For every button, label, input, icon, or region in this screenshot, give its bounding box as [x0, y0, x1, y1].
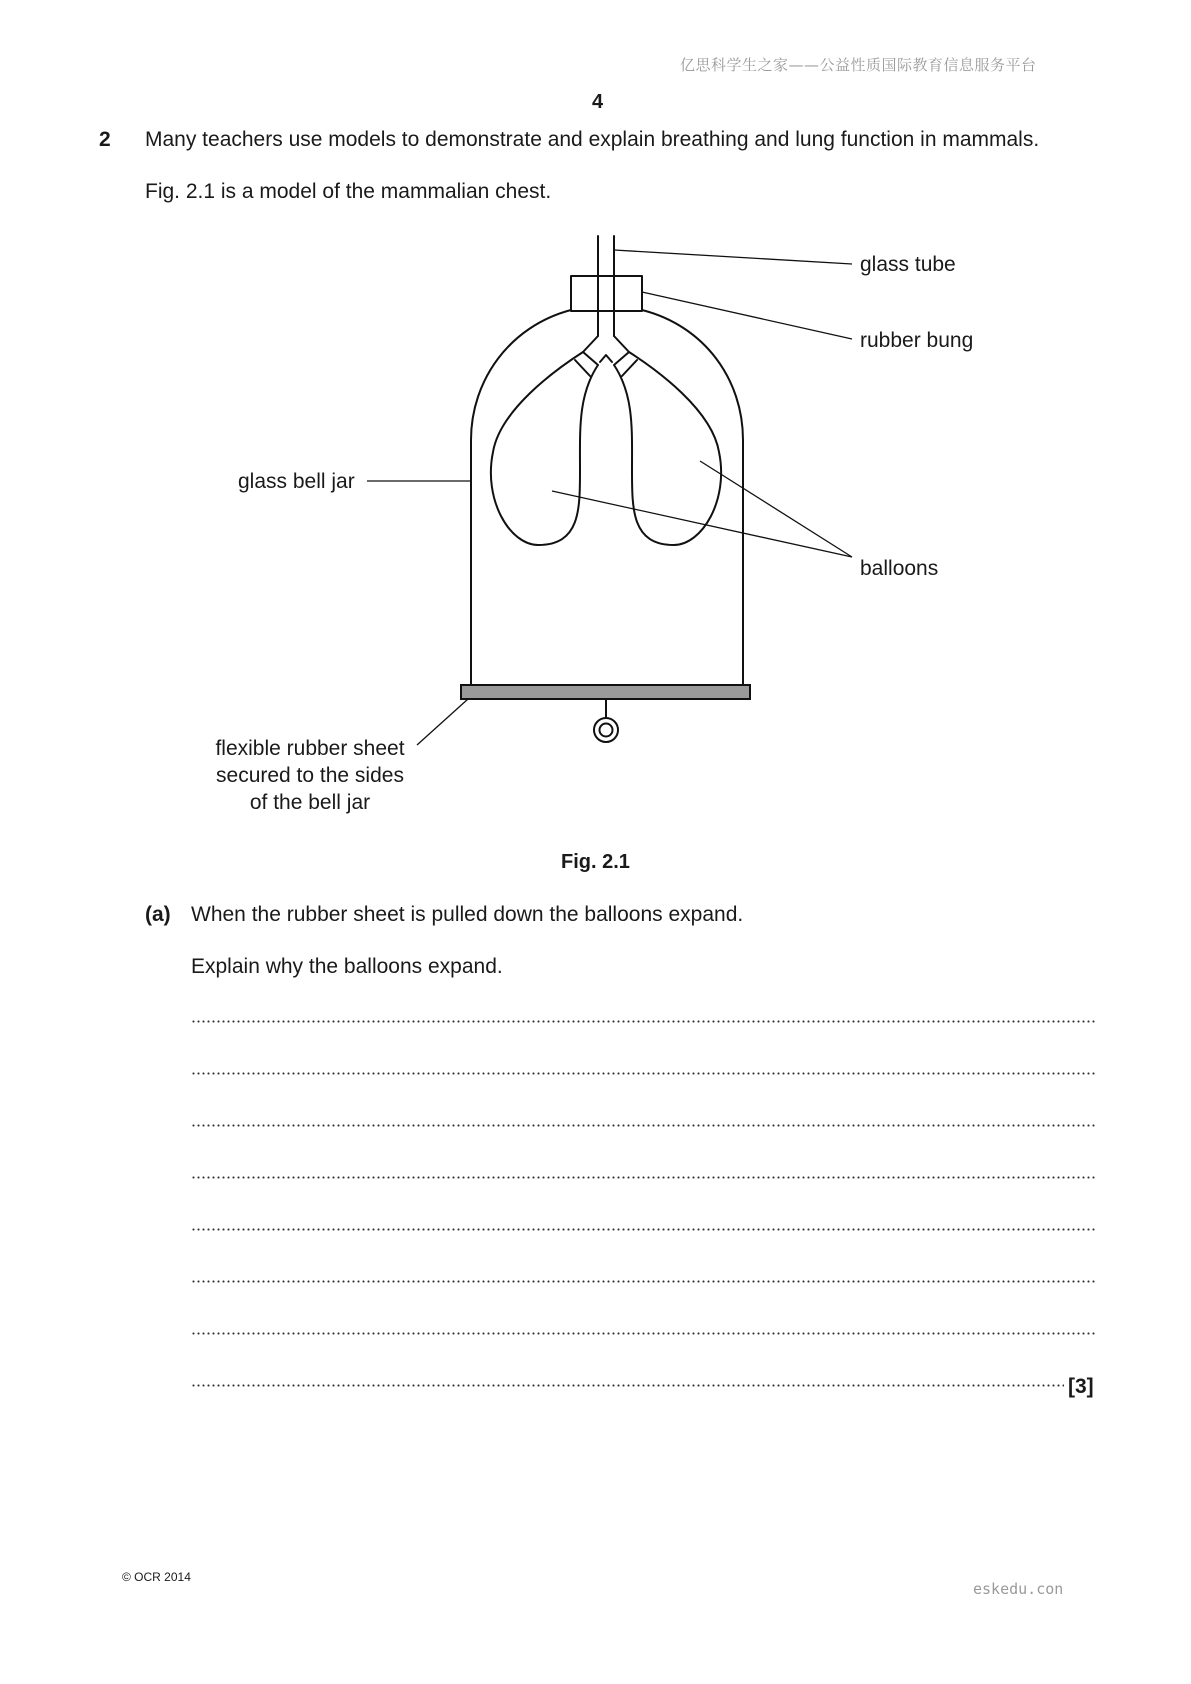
rubber-sheet	[461, 685, 750, 699]
label-glass-tube: glass tube	[860, 253, 956, 276]
leader-balloon-left	[552, 491, 852, 557]
pull-ring-inner	[600, 724, 613, 737]
answer-line[interactable]	[191, 1332, 1095, 1335]
left-balloon	[491, 352, 598, 545]
footer-watermark: eskedu.con	[973, 1580, 1064, 1598]
rubber-bung	[571, 276, 642, 311]
answer-line[interactable]	[191, 1176, 1095, 1179]
marks-label: [3]	[1068, 1375, 1094, 1398]
answer-line[interactable]	[191, 1020, 1095, 1023]
leader-balloon-right	[700, 461, 852, 557]
label-glass-bell-jar: glass bell jar	[238, 470, 355, 493]
question-number: 2	[99, 128, 111, 151]
label-rubber-sheet-line: secured to the sides	[216, 764, 404, 787]
bell-jar-outline	[471, 310, 743, 691]
copyright: © OCR 2014	[122, 1570, 191, 1584]
answer-line[interactable]	[191, 1072, 1095, 1075]
label-rubber-bung: rubber bung	[860, 329, 974, 352]
leader-rubber-bung	[642, 292, 852, 339]
right-balloon-neck	[622, 360, 637, 376]
header-watermark: 亿思科学生之家——公益性质国际教育信息服务平台	[680, 56, 1037, 74]
part-a-label: (a)	[145, 903, 171, 926]
label-balloons: balloons	[860, 557, 939, 580]
label-rubber-sheet-line: of the bell jar	[249, 791, 371, 814]
figure-intro: Fig. 2.1 is a model of the mammalian chest.	[145, 180, 552, 203]
pull-ring-outer	[594, 718, 618, 742]
part-a-text: When the rubber sheet is pulled down the balloons expand.	[191, 903, 744, 926]
answer-line[interactable]	[191, 1228, 1095, 1231]
answer-line[interactable]	[191, 1280, 1095, 1283]
left-balloon-neck	[575, 360, 590, 376]
answer-line[interactable]	[191, 1384, 1064, 1387]
answer-line[interactable]	[191, 1124, 1095, 1127]
label-rubber-sheet	[190, 735, 430, 816]
question-text: Many teachers use models to demonstrate and explain breathing and lung function in mammals.	[145, 128, 1040, 151]
part-a-instruction: Explain why the balloons expand.	[191, 955, 503, 978]
page-number: 4	[592, 91, 604, 113]
leader-glass-tube	[614, 250, 852, 264]
figure-caption: Fig. 2.1	[561, 851, 630, 873]
label-rubber-sheet-line: flexible rubber sheet	[215, 737, 405, 760]
